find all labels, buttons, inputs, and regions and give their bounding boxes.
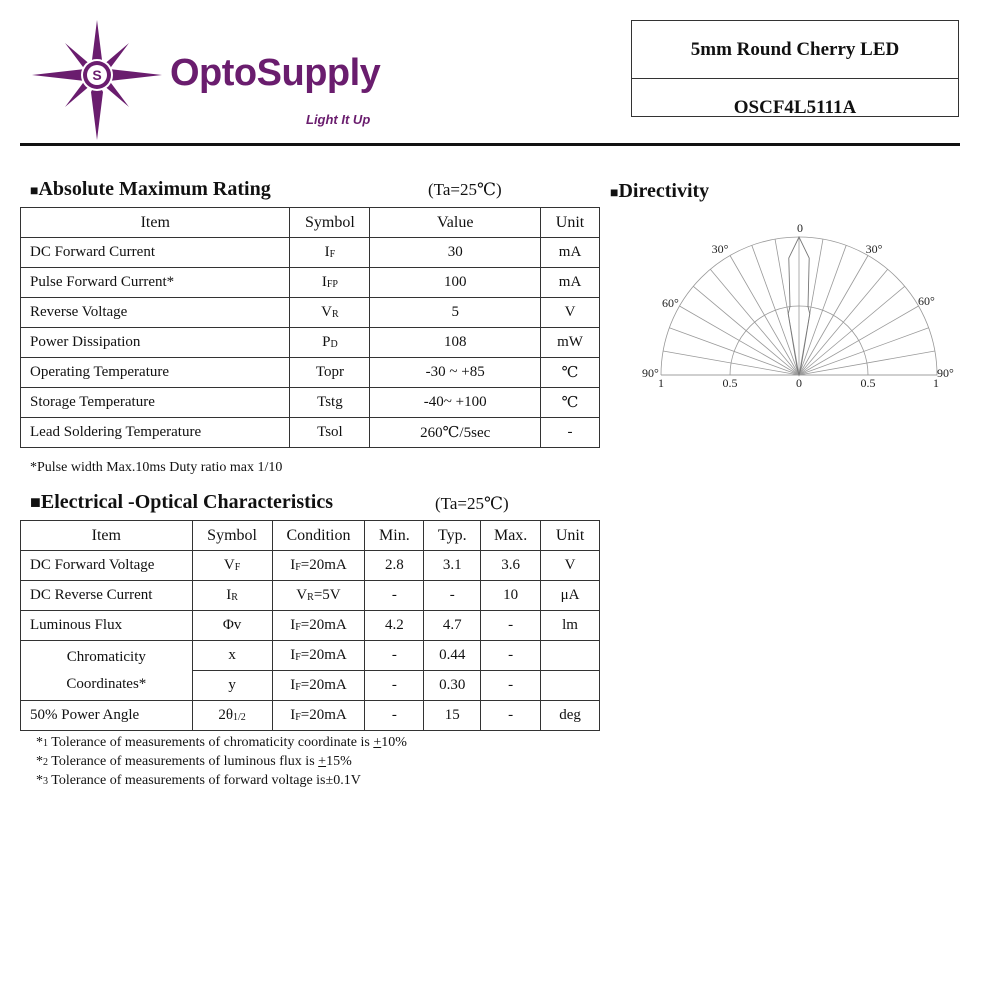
row-condition: $I_F=20mA$ xyxy=(272,551,365,581)
row-unit: V xyxy=(541,298,600,328)
abs-max-title: Absolute Maximum Rating xyxy=(38,178,271,200)
table-row xyxy=(21,581,600,611)
row-typ: 15 xyxy=(424,701,481,731)
row-max: 10 xyxy=(481,581,541,611)
table-row xyxy=(21,328,600,358)
row-symbol: $P_D$ xyxy=(290,328,370,358)
row-max: - xyxy=(481,671,541,701)
row-value: 30 xyxy=(370,238,541,268)
table-row xyxy=(21,701,600,731)
row-item-chromaticity: Chromaticity Coordinates* xyxy=(21,641,193,701)
row-max: - xyxy=(481,641,541,671)
angle-label-90-left: 90° xyxy=(642,366,659,380)
svg-text:S: S xyxy=(92,67,102,83)
footnote-3: *3 Tolerance of measurements of forward voltage is±0.1V xyxy=(36,773,361,788)
radial-label: 0 xyxy=(796,376,802,390)
row-unit: V xyxy=(541,551,600,581)
directivity-title: Directivity xyxy=(618,180,710,202)
col-unit: Unit xyxy=(541,208,600,238)
row-unit: μA xyxy=(541,581,600,611)
row-condition: $I_F=20mA$ xyxy=(272,611,365,641)
row-item: 50% Power Angle xyxy=(21,701,193,731)
row-min: - xyxy=(365,581,424,611)
row-unit: - xyxy=(541,418,600,448)
col-item: Item xyxy=(21,521,193,551)
row-item: DC Forward Current xyxy=(21,238,290,268)
angle-label-60-right: 60° xyxy=(918,294,935,308)
radial-label: 1 xyxy=(658,376,664,390)
row-unit: mA xyxy=(541,268,600,298)
row-max: - xyxy=(481,701,541,731)
row-symbol: $V_F$ xyxy=(192,551,272,581)
row-item: DC Forward Voltage xyxy=(21,551,193,581)
table-row xyxy=(21,551,600,581)
product-title: 5mm Round Cherry LED xyxy=(632,21,958,79)
eo-condition: (Ta=25℃) xyxy=(435,494,509,513)
row-unit xyxy=(541,641,600,671)
title-box xyxy=(631,20,959,117)
row-condition: $I_F=20mA$ xyxy=(272,701,365,731)
row-symbol: $I_{FP}$ xyxy=(290,268,370,298)
row-value: -30 ~ +85 xyxy=(370,358,541,388)
row-item: Power Dissipation xyxy=(21,328,290,358)
table-row xyxy=(21,238,600,268)
row-symbol: $2\theta_{1/2}$ xyxy=(192,701,272,731)
row-min: - xyxy=(365,641,424,671)
col-item: Item xyxy=(21,208,290,238)
table-row xyxy=(21,611,600,641)
footnote-2: *2 Tolerance of measurements of luminous flux is +15% xyxy=(36,754,352,769)
row-item: DC Reverse Current xyxy=(21,581,193,611)
abs-max-heading xyxy=(30,178,271,201)
row-symbol: Tstg xyxy=(290,388,370,418)
eo-heading xyxy=(30,491,333,514)
row-value: 100 xyxy=(370,268,541,298)
abs-max-condition: (Ta=25℃) xyxy=(428,180,502,199)
row-item: Operating Temperature xyxy=(21,358,290,388)
bullet-square-icon: ■ xyxy=(30,184,39,199)
row-symbol: y xyxy=(192,671,272,701)
table-row xyxy=(21,298,600,328)
eo-table xyxy=(20,520,600,731)
table-row xyxy=(21,358,600,388)
row-item: Reverse Voltage xyxy=(21,298,290,328)
row-unit: ℃ xyxy=(541,388,600,418)
radial-label: 0.5 xyxy=(860,376,876,390)
table-row xyxy=(21,641,600,671)
directivity-polar-chart xyxy=(630,215,970,395)
row-symbol: $I_F$ xyxy=(290,238,370,268)
row-unit xyxy=(541,671,600,701)
brand-tagline: Light It Up xyxy=(306,112,371,127)
part-number: OSCF4L5111A xyxy=(733,97,857,118)
row-unit: mW xyxy=(541,328,600,358)
radial-label: 1 xyxy=(933,376,939,390)
row-condition: $I_F=20mA$ xyxy=(272,671,365,701)
row-symbol: $V_R$ xyxy=(290,298,370,328)
row-item: Luminous Flux xyxy=(21,611,193,641)
row-symbol: $I_R$ xyxy=(192,581,272,611)
row-max: 3.6 xyxy=(481,551,541,581)
row-symbol: Φv xyxy=(192,611,272,641)
row-typ: 3.1 xyxy=(424,551,481,581)
angle-label-90-right: 90° xyxy=(937,366,954,380)
row-value: 108 xyxy=(370,328,541,358)
row-min: - xyxy=(365,701,424,731)
row-symbol: Tsol xyxy=(290,418,370,448)
angle-label-60-left: 60° xyxy=(662,296,679,310)
angle-label-30-right: 30° xyxy=(865,242,883,256)
col-min: Min. xyxy=(365,521,424,551)
col-condition: Condition xyxy=(272,521,365,551)
row-unit: deg xyxy=(541,701,600,731)
table-header-row xyxy=(21,521,600,551)
col-typ: Typ. xyxy=(424,521,481,551)
row-typ: - xyxy=(424,581,481,611)
row-max: - xyxy=(481,611,541,641)
table-row xyxy=(21,388,600,418)
row-min: 2.8 xyxy=(365,551,424,581)
footnotes xyxy=(36,734,407,791)
col-value: Value xyxy=(370,208,541,238)
col-symbol: Symbol xyxy=(192,521,272,551)
header-divider xyxy=(20,143,960,146)
bullet-square-icon: ■ xyxy=(30,492,41,512)
bullet-square-icon: ■ xyxy=(610,186,619,201)
angle-label-30-left: 30° xyxy=(711,242,729,256)
row-condition: $I_F=20mA$ xyxy=(272,641,365,671)
footnote-1: *1 Tolerance of measurements of chromaticity coordinate is +10% xyxy=(36,735,407,750)
row-condition: $V_R=5V$ xyxy=(272,581,365,611)
row-unit: lm xyxy=(541,611,600,641)
col-symbol: Symbol xyxy=(290,208,370,238)
row-value: -40~ +100 xyxy=(370,388,541,418)
abs-max-table xyxy=(20,207,600,448)
pulse-note: *Pulse width Max.10ms Duty ratio max 1/10 xyxy=(30,460,283,475)
directivity-heading xyxy=(610,180,709,203)
row-item: Pulse Forward Current* xyxy=(21,268,290,298)
row-value: 5 xyxy=(370,298,541,328)
brand-name: OptoSupply xyxy=(170,52,381,94)
table-row xyxy=(21,418,600,448)
col-max: Max. xyxy=(481,521,541,551)
radial-label: 0.5 xyxy=(722,376,738,390)
row-item: Lead Soldering Temperature xyxy=(21,418,290,448)
row-symbol: x xyxy=(192,641,272,671)
row-unit: ℃ xyxy=(541,358,600,388)
row-min: 4.2 xyxy=(365,611,424,641)
row-value: 260℃/5sec xyxy=(370,418,541,448)
table-row xyxy=(21,268,600,298)
row-typ: 4.7 xyxy=(424,611,481,641)
row-item: Storage Temperature xyxy=(21,388,290,418)
row-unit: mA xyxy=(541,238,600,268)
col-unit: Unit xyxy=(541,521,600,551)
row-min: - xyxy=(365,671,424,701)
table-header-row xyxy=(21,208,600,238)
angle-label-0: 0 xyxy=(797,221,803,235)
row-typ: 0.44 xyxy=(424,641,481,671)
row-symbol: Topr xyxy=(290,358,370,388)
row-typ: 0.30 xyxy=(424,671,481,701)
eo-title: Electrical -Optical Characteristics xyxy=(40,491,333,513)
